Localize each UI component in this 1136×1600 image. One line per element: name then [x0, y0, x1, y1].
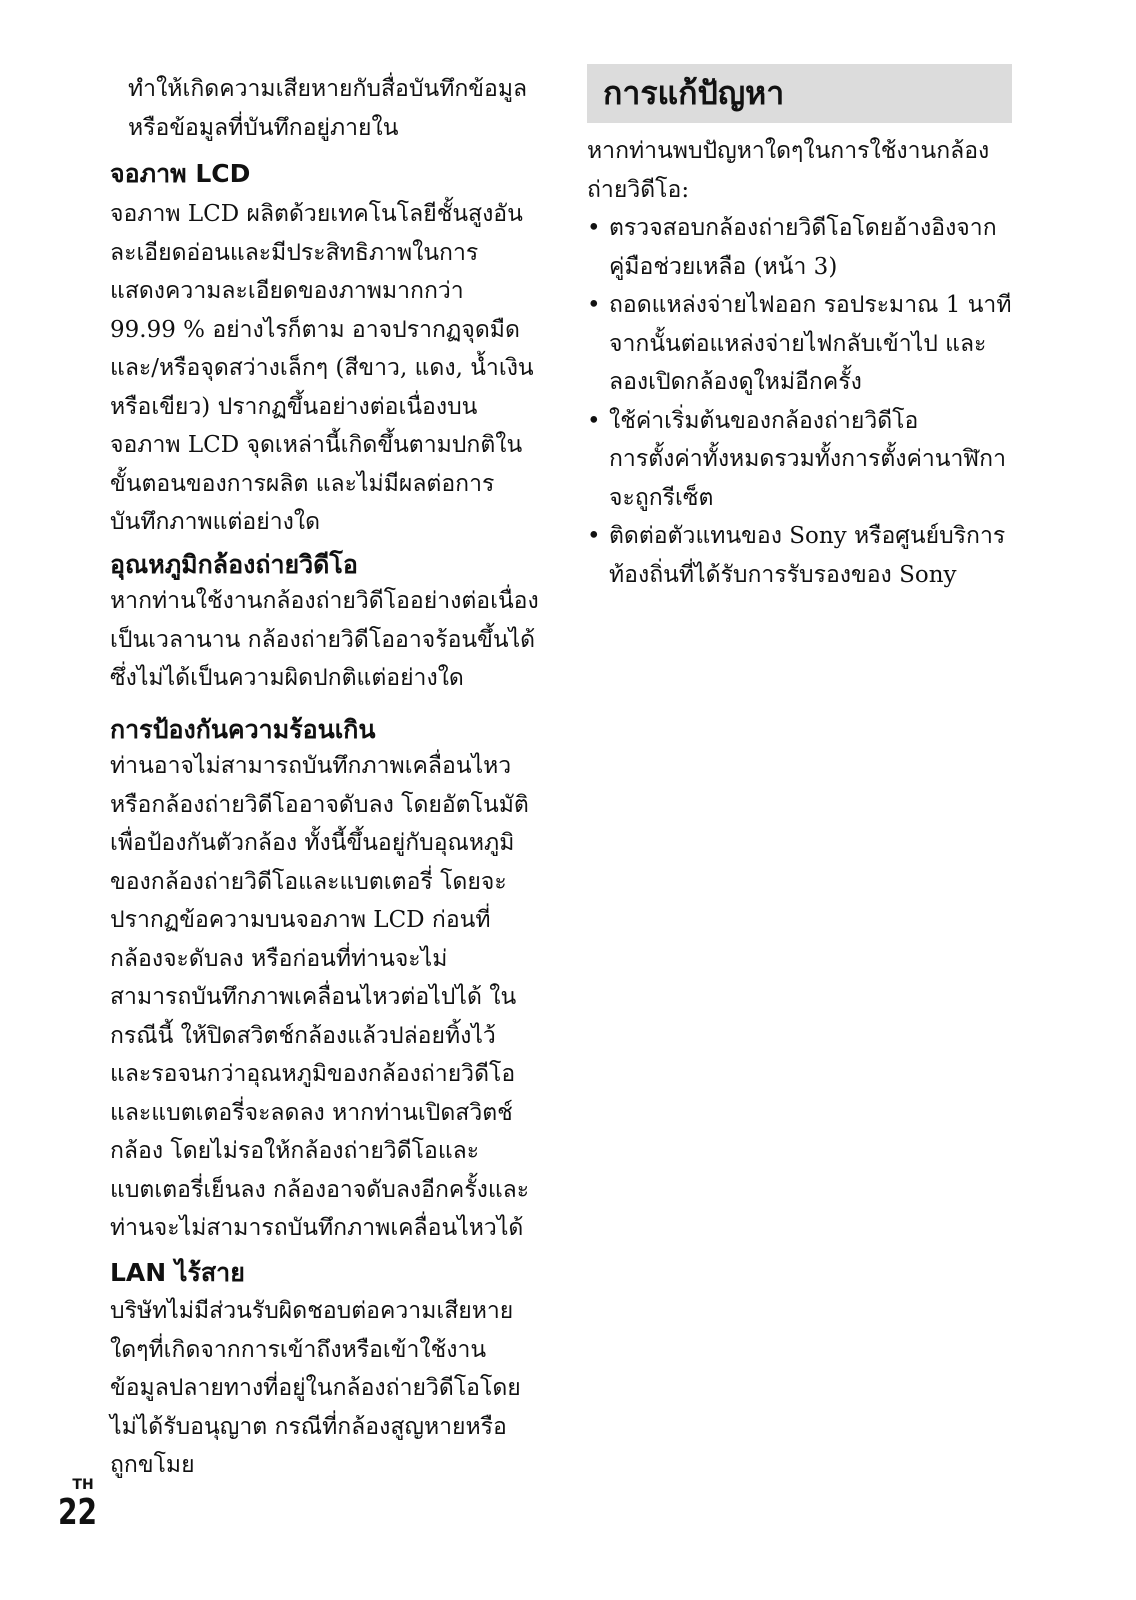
body-line: แสดงความละเอียดของภาพมากกว่า: [110, 278, 464, 304]
body-line: บริษัทไม่มีส่วนรับผิดชอบต่อความเสียหาย: [110, 1298, 514, 1324]
page-number: 22: [58, 1492, 98, 1533]
body-line: หากท่านใช้งานกล้องถ่ายวิดีโออย่างต่อเนื่อง: [110, 588, 539, 614]
language-code: TH: [72, 1477, 94, 1493]
body-line: และรอจนกว่าอุณหภูมิของกล้องถ่ายวิดีโอ: [110, 1061, 516, 1087]
body-line: ซึ่งไม่ได้เป็นความผิดปกติแต่อย่างใด: [110, 665, 464, 691]
body-line: กรณีนี้ ให้ปิดสวิตช์กล้องแล้วปล่อยทิ้งไว้: [110, 1022, 496, 1049]
body-line: ใช้ค่าเริ่มต้นของกล้องถ่ายวิดีโอ: [609, 407, 919, 434]
intro-line: หรือข้อมูลที่บันทึกอยู่ภายใน: [128, 114, 399, 141]
body-line: ลองเปิดกล้องดูใหม่อีกครั้ง: [609, 369, 862, 395]
section-heading: การป้องกันความร้อนเกิน: [110, 715, 376, 744]
body-line: ท้องถิ่นที่ได้รับการรับรองของ Sony: [609, 561, 957, 588]
body-line: จากนั้นต่อแหล่งจ่ายไฟกลับเข้าไป และ: [609, 330, 987, 357]
section-body: [110, 1292, 521, 1485]
section-wireless-lan: [110, 1256, 521, 1485]
list-item: [587, 209, 1012, 286]
body-line: บันทึกภาพแต่อย่างใด: [110, 509, 321, 535]
body-line: เป็นเวลานาน กล้องถ่ายวิดีโออาจร้อนขึ้นได้: [110, 626, 536, 653]
section-heading: LAN ไร้สาย: [110, 1258, 245, 1287]
section-heading: อุณหภูมิกล้องถ่ายวิดีโอ: [110, 550, 358, 579]
body-line: หากท่านพบปัญหาใดๆในการใช้งานกล้อง: [587, 138, 990, 164]
body-line: เพื่อป้องกันตัวกล้อง ทั้งนี้ขึ้นอยู่กับอุณหภูมิ: [110, 830, 515, 856]
body-line: จอภาพ LCD ผลิตด้วยเทคโนโลยีชั้นสูงอัน: [110, 201, 523, 227]
body-line: ตรวจสอบกล้องถ่ายวิดีโอโดยอ้างอิงจาก: [609, 215, 997, 241]
list-item: [587, 286, 1012, 402]
section-camcorder-temperature: [110, 548, 539, 698]
body-line: ท่านอาจไม่สามารถบันทึกภาพเคลื่อนไหว: [110, 753, 512, 779]
body-line: จะถูกรีเซ็ต: [609, 484, 714, 511]
bullet-marker: •: [587, 523, 601, 549]
body-line: 99.99 % อย่างไรก็ตาม อาจปรากฏจุดมืด: [110, 316, 520, 343]
right-column: [587, 132, 1012, 594]
body-line: กล้อง โดยไม่รอให้กล้องถ่ายวิดีโอและ: [110, 1138, 480, 1164]
intro-paragraph: [128, 70, 527, 147]
page-footer: [58, 1477, 108, 1533]
body-line: และแบตเตอรี่จะลดลง หากท่านเปิดสวิตช์: [110, 1099, 513, 1126]
list-item: [587, 402, 1012, 518]
body-line: กล้องจะดับลง หรือก่อนที่ท่านจะไม่: [110, 945, 448, 972]
body-line: ถอดแหล่งจ่ายไฟออก รอประมาณ 1 นาที: [609, 292, 1012, 318]
body-line: ข้อมูลปลายทางที่อยู่ในกล้องถ่ายวิดีโอโดย: [110, 1375, 521, 1401]
bullet-marker: •: [587, 407, 601, 434]
troubleshooting-title: การแก้ปัญหา: [603, 74, 785, 112]
section-heading: จอภาพ LCD: [110, 159, 251, 188]
body-line: แบตเตอรี่เย็นลง กล้องอาจดับลงอีกครั้งและ: [110, 1176, 530, 1203]
section-lcd-screen: [110, 157, 534, 542]
intro-line: ทำให้เกิดความเสียหายกับสื่อบันทึกข้อมูล: [128, 76, 528, 102]
troubleshooting-title-bar: [587, 64, 1012, 123]
body-line: และ/หรือจุดสว่างเล็กๆ (สีขาว, แดง, น้ำเงิน: [110, 355, 534, 381]
body-line: ติดต่อตัวแทนของ Sony หรือศูนย์บริการ: [609, 523, 1006, 549]
body-line: ใดๆที่เกิดจากการเข้าถึงหรือเข้าใช้งาน: [110, 1336, 487, 1363]
body-line: คู่มือช่วยเหลือ (หน้า 3): [609, 253, 838, 280]
body-line: ถูกขโมย: [110, 1452, 195, 1478]
body-line: การตั้งค่าทั้งหมดรวมทั้งการตั้งค่านาฬิกา: [609, 446, 1006, 472]
troubleshooting-list: [587, 209, 1012, 594]
body-line: สามารถบันทึกภาพเคลื่อนไหวต่อไปได้ ใน: [110, 984, 517, 1010]
body-line: ไม่ได้รับอนุญาต กรณีที่กล้องสูญหายหรือ: [110, 1413, 507, 1440]
body-line: หรือเขียว) ปรากฏขึ้นอย่างต่อเนื่องบน: [110, 393, 478, 420]
section-overheat-protection: [110, 713, 529, 1248]
section-body: [110, 582, 539, 698]
body-line: จอภาพ LCD จุดเหล่านี้เกิดขึ้นตามปกติใน: [110, 432, 523, 458]
body-line: หรือกล้องถ่ายวิดีโออาจดับลง โดยอัตโนมัติ: [110, 791, 529, 818]
body-line: ถ่ายวิดีโอ:: [587, 176, 690, 203]
troubleshooting-intro: [587, 132, 1012, 209]
bullet-marker: •: [587, 292, 601, 318]
body-line: ท่านจะไม่สามารถบันทึกภาพเคลื่อนไหวได้: [110, 1215, 524, 1241]
bullet-marker: •: [587, 215, 601, 241]
body-line: ขั้นตอนของการผลิต และไม่มีผลต่อการ: [110, 470, 495, 497]
body-line: ปรากฏข้อความบนจอภาพ LCD ก่อนที่: [110, 907, 491, 933]
section-body: [110, 195, 534, 542]
list-item: [587, 517, 1012, 594]
section-body: [110, 747, 529, 1248]
body-line: ของกล้องถ่ายวิดีโอและแบตเตอรี่ โดยจะ: [110, 868, 507, 895]
body-line: ละเอียดอ่อนและมีประสิทธิภาพในการ: [110, 239, 479, 266]
